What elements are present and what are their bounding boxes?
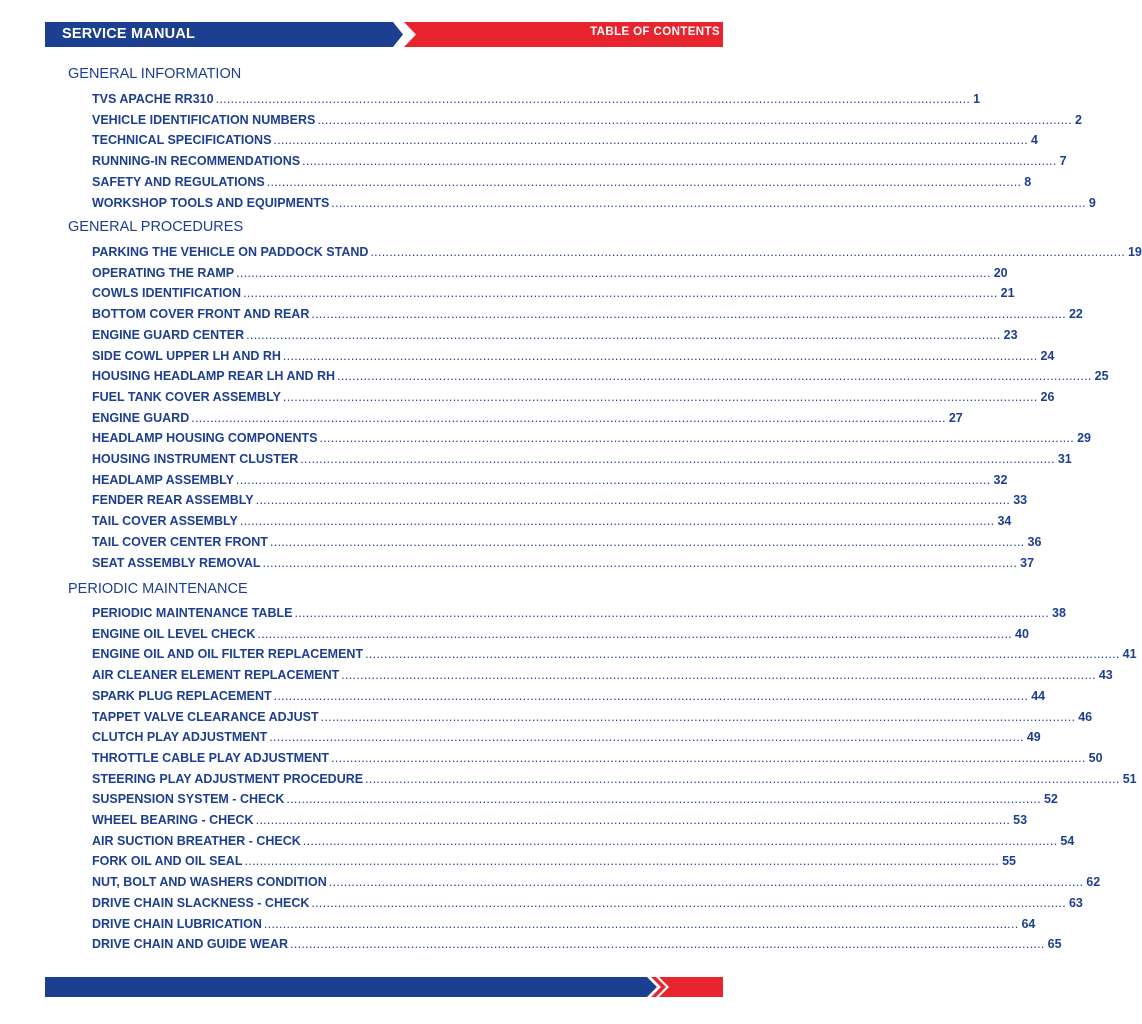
toc-entry-label: PARKING THE VEHICLE ON PADDOCK STAND	[92, 245, 369, 259]
toc-entry-page: 32	[993, 472, 1008, 487]
header-banner	[45, 22, 723, 47]
toc-entry-label: RUNNING-IN RECOMMENDATIONS	[92, 154, 301, 169]
toc-entry-page: 26	[1040, 389, 1055, 404]
toc-entry-label: STEERING PLAY ADJUSTMENT PROCEDURE	[92, 771, 364, 786]
toc-entry[interactable]	[92, 688, 1046, 705]
toc-entry[interactable]	[92, 265, 1008, 282]
toc-entry[interactable]	[92, 112, 1082, 129]
toc-entry-page: 36	[1027, 534, 1042, 549]
toc-entry-page: 50	[1088, 750, 1103, 765]
toc-entry-label: TAIL COVER CENTER FRONT	[92, 534, 268, 549]
section-title: GENERAL INFORMATION	[68, 66, 242, 82]
toc-entry-page: 7	[1059, 154, 1067, 169]
toc-entry[interactable]	[92, 750, 1103, 767]
dot-leader: ........................................................................................................................................................................................................	[269, 730, 1024, 745]
toc-entry-label: TVS APACHE RR310	[92, 92, 214, 106]
dot-leader: ........................................................................................................................................................................................................	[331, 195, 1086, 210]
footer-banner	[45, 977, 723, 997]
toc-entry-label: OPERATING THE RAMP	[92, 265, 235, 280]
toc-entry[interactable]	[92, 916, 1036, 933]
toc-entry-label: FORK OIL AND OIL SEAL	[92, 854, 243, 869]
toc-entry[interactable]	[92, 833, 1075, 850]
toc-entry-label: SEAT ASSEMBLY REMOVAL	[92, 555, 261, 570]
dot-leader: ........................................................................................................................................................................................................	[215, 92, 971, 106]
dot-leader: ........................................................................................................................................................................................................	[255, 493, 1011, 508]
toc-entry-label: HEADLAMP ASSEMBLY	[92, 472, 234, 487]
toc-entry-page: 43	[1098, 668, 1113, 683]
toc-entry-label: WORKSHOP TOOLS AND EQUIPMENTS	[92, 195, 330, 210]
toc-entry-page: 25	[1094, 369, 1109, 384]
toc-entry-page: 41	[1122, 647, 1137, 662]
dot-leader: ........................................................................................................................................................................................................	[286, 792, 1041, 807]
dot-leader: ........................................................................................................................................................................................................	[236, 265, 991, 280]
toc-entry-page: 37	[1020, 555, 1035, 570]
toc-entry[interactable]	[92, 286, 1015, 302]
toc-entry-label: SAFETY AND REGULATIONS	[92, 174, 265, 189]
toc-entry[interactable]	[92, 195, 1096, 212]
toc-entry[interactable]	[92, 668, 1113, 684]
toc-entry-page: 23	[1003, 327, 1018, 342]
toc-entry-page: 27	[948, 410, 963, 425]
dot-leader: ........................................................................................................................................................................................................	[300, 452, 1055, 466]
dot-leader: ........................................................................................................................................................................................................	[269, 534, 1025, 549]
dot-leader: ........................................................................................................................................................................................................	[282, 348, 1038, 363]
toc-entry[interactable]	[92, 813, 1028, 829]
toc-entry[interactable]	[92, 647, 1137, 663]
dot-leader: ........................................................................................................................................................................................................	[365, 647, 1120, 662]
dot-leader: ........................................................................................................................................................................................................	[290, 937, 1045, 952]
toc-entry-page: 44	[1031, 688, 1046, 703]
dot-leader: ........................................................................................................................................................................................................	[273, 688, 1029, 703]
toc-entry[interactable]	[92, 327, 1018, 344]
toc-entry[interactable]	[92, 389, 1055, 406]
dot-leader: ........................................................................................................................................................................................................	[294, 606, 1050, 620]
toc-entry-page: 65	[1047, 937, 1062, 952]
toc-entry-label: DRIVE CHAIN AND GUIDE WEAR	[92, 937, 289, 952]
toc-entry[interactable]	[92, 431, 1091, 447]
toc-entry-page: 54	[1060, 833, 1075, 848]
toc-entry-label: DRIVE CHAIN SLACKNESS - CHECK	[92, 895, 310, 910]
toc-entry-label: AIR SUCTION BREATHER - CHECK	[92, 833, 301, 848]
dot-leader: ........................................................................................................................................................................................................	[365, 771, 1120, 786]
toc-entry-page: 29	[1077, 431, 1091, 446]
dot-leader: ........................................................................................................................................................................................................	[311, 895, 1066, 910]
toc-entry-page: 8	[1024, 174, 1032, 189]
toc-entry-page: 55	[1002, 854, 1016, 869]
toc-entry[interactable]	[92, 854, 1016, 870]
toc-entry-page: 21	[1000, 286, 1015, 301]
dot-leader: ........................................................................................................................................................................................................	[337, 369, 1092, 384]
toc-entry[interactable]	[92, 730, 1041, 746]
toc-entry-page: 38	[1052, 606, 1066, 620]
toc-entry-label: ENGINE GUARD CENTER	[92, 327, 245, 342]
dot-leader: ........................................................................................................................................................................................................	[328, 875, 1084, 890]
toc-entry-page: 22	[1068, 307, 1083, 322]
section-title: PERIODIC MAINTENANCE	[68, 581, 248, 597]
toc-entry[interactable]	[92, 92, 981, 108]
toc-entry-page: 1	[973, 92, 981, 106]
dot-leader: ........................................................................................................................................................................................................	[273, 133, 1028, 148]
toc-entry[interactable]	[92, 154, 1067, 170]
toc-entry-label: TECHNICAL SPECIFICATIONS	[92, 133, 272, 148]
dot-leader: ........................................................................................................................................................................................................	[317, 112, 1072, 127]
dot-leader: ........................................................................................................................................................................................................	[320, 709, 1076, 724]
toc-entry-label: THROTTLE CABLE PLAY ADJUSTMENT	[92, 750, 330, 765]
toc-entry[interactable]	[92, 307, 1083, 323]
toc-entry-page: 33	[1013, 493, 1028, 508]
toc-entry-page: 51	[1122, 771, 1137, 786]
toc-entry-page: 53	[1013, 813, 1028, 827]
dot-leader: ........................................................................................................................................................................................................	[302, 833, 1058, 848]
footer-banner-graphic	[45, 977, 723, 997]
toc-entry-label: ENGINE GUARD	[92, 410, 190, 425]
toc-entry[interactable]	[92, 174, 1032, 191]
toc-entry-label: SUSPENSION SYSTEM - CHECK	[92, 792, 285, 807]
dot-leader: ........................................................................................................................................................................................................	[262, 555, 1018, 570]
toc-entry-label: HOUSING INSTRUMENT CLUSTER	[92, 452, 299, 466]
toc-entry-label: WHEEL BEARING - CHECK	[92, 813, 254, 827]
toc-entry-label: FENDER REAR ASSEMBLY	[92, 493, 254, 508]
dot-leader: ........................................................................................................................................................................................................	[266, 174, 1022, 189]
toc-entry-page: 19	[1127, 245, 1142, 259]
toc-entry-label: NUT, BOLT AND WASHERS CONDITION	[92, 875, 327, 890]
toc-entry-page: 2	[1074, 112, 1082, 127]
toc-entry-label: CLUTCH PLAY ADJUSTMENT	[92, 730, 268, 745]
dot-leader: ........................................................................................................................................................................................................	[302, 154, 1057, 169]
toc-entry-page: 46	[1078, 709, 1093, 724]
toc-entry[interactable]	[92, 245, 1142, 261]
dot-leader: ........................................................................................................................................................................................................	[319, 431, 1075, 446]
dot-leader: ........................................................................................................................................................................................................	[370, 245, 1125, 259]
toc-entry-page: 52	[1043, 792, 1058, 807]
toc-entry[interactable]	[92, 555, 1035, 572]
toc-entry[interactable]	[92, 369, 1109, 385]
toc-entry[interactable]	[92, 937, 1062, 953]
toc-entry[interactable]	[92, 133, 1038, 149]
toc-entry-page: 24	[1040, 348, 1055, 363]
toc-entry[interactable]	[92, 493, 1028, 509]
toc-entry[interactable]	[92, 514, 1012, 530]
dot-leader: ........................................................................................................................................................................................................	[191, 410, 946, 425]
toc-entry-page: 20	[993, 265, 1008, 280]
toc-entry[interactable]	[92, 410, 963, 427]
toc-entry[interactable]	[92, 709, 1093, 726]
toc-entry-label: ENGINE OIL LEVEL CHECK	[92, 626, 256, 641]
dot-leader: ........................................................................................................................................................................................................	[246, 327, 1001, 342]
dot-leader: ........................................................................................................................................................................................................	[235, 472, 991, 487]
toc-entry-label: HOUSING HEADLAMP REAR LH AND RH	[92, 369, 336, 384]
toc-entry-label: PERIODIC MAINTENANCE TABLE	[92, 606, 293, 620]
toc-entry-page: 64	[1021, 916, 1036, 931]
toc-entry[interactable]	[92, 792, 1058, 808]
toc-entry[interactable]	[92, 472, 1008, 489]
toc-entry-label: TAPPET VALVE CLEARANCE ADJUST	[92, 709, 319, 724]
dot-leader: ........................................................................................................................................................................................................	[263, 916, 1019, 931]
dot-leader: ........................................................................................................................................................................................................	[341, 668, 1096, 683]
toc-entry-label: AIR CLEANER ELEMENT REPLACEMENT	[92, 668, 340, 683]
toc-entry-label: FUEL TANK COVER ASSEMBLY	[92, 389, 281, 404]
toc-entry[interactable]	[92, 895, 1083, 912]
toc-entry-page: 63	[1068, 895, 1083, 910]
section-title: GENERAL PROCEDURES	[68, 219, 244, 235]
toc-entry-page: 49	[1026, 730, 1041, 745]
toc-entry-page: 9	[1088, 195, 1096, 210]
toc-entry[interactable]	[92, 771, 1137, 788]
toc-entry-page: 34	[997, 514, 1012, 529]
toc-entry-label: SIDE COWL UPPER LH AND RH	[92, 348, 281, 363]
toc-entry-label: BOTTOM COVER FRONT AND REAR	[92, 307, 310, 322]
toc-entry-label: ENGINE OIL AND OIL FILTER REPLACEMENT	[92, 647, 364, 662]
toc-entry-label: DRIVE CHAIN LUBRICATION	[92, 916, 262, 931]
toc-entry-label: HEADLAMP HOUSING COMPONENTS	[92, 431, 318, 446]
dot-leader: ........................................................................................................................................................................................................	[243, 286, 998, 301]
dot-leader: ........................................................................................................................................................................................................	[331, 750, 1086, 765]
dot-leader: ........................................................................................................................................................................................................	[239, 514, 995, 529]
toc-entry[interactable]	[92, 875, 1101, 891]
toc-entry[interactable]	[92, 348, 1055, 365]
dot-leader: ........................................................................................................................................................................................................	[255, 813, 1011, 827]
toc-entry-label: VEHICLE IDENTIFICATION NUMBERS	[92, 112, 316, 127]
toc-entry[interactable]	[92, 534, 1042, 551]
header-title: SERVICE MANUAL	[62, 26, 196, 42]
toc-entry[interactable]	[92, 606, 1066, 622]
dot-leader: ........................................................................................................................................................................................................	[257, 626, 1013, 641]
dot-leader: ........................................................................................................................................................................................................	[311, 307, 1066, 322]
dot-leader: ........................................................................................................................................................................................................	[282, 389, 1038, 404]
header-section-name: TABLE OF CONTENTS	[590, 26, 720, 38]
dot-leader: ........................................................................................................................................................................................................	[244, 854, 1000, 869]
toc-entry-label: COWLS IDENTIFICATION	[92, 286, 242, 301]
toc-entry-page: 62	[1086, 875, 1101, 890]
toc-entry-label: SPARK PLUG REPLACEMENT	[92, 688, 272, 703]
toc-entry-page: 4	[1031, 133, 1038, 148]
toc-entry-label: TAIL COVER ASSEMBLY	[92, 514, 238, 529]
toc-entry[interactable]	[92, 626, 1029, 643]
toc-entry-page: 40	[1015, 626, 1029, 641]
toc-entry[interactable]	[92, 452, 1072, 468]
toc-entry-page: 31	[1057, 452, 1072, 466]
